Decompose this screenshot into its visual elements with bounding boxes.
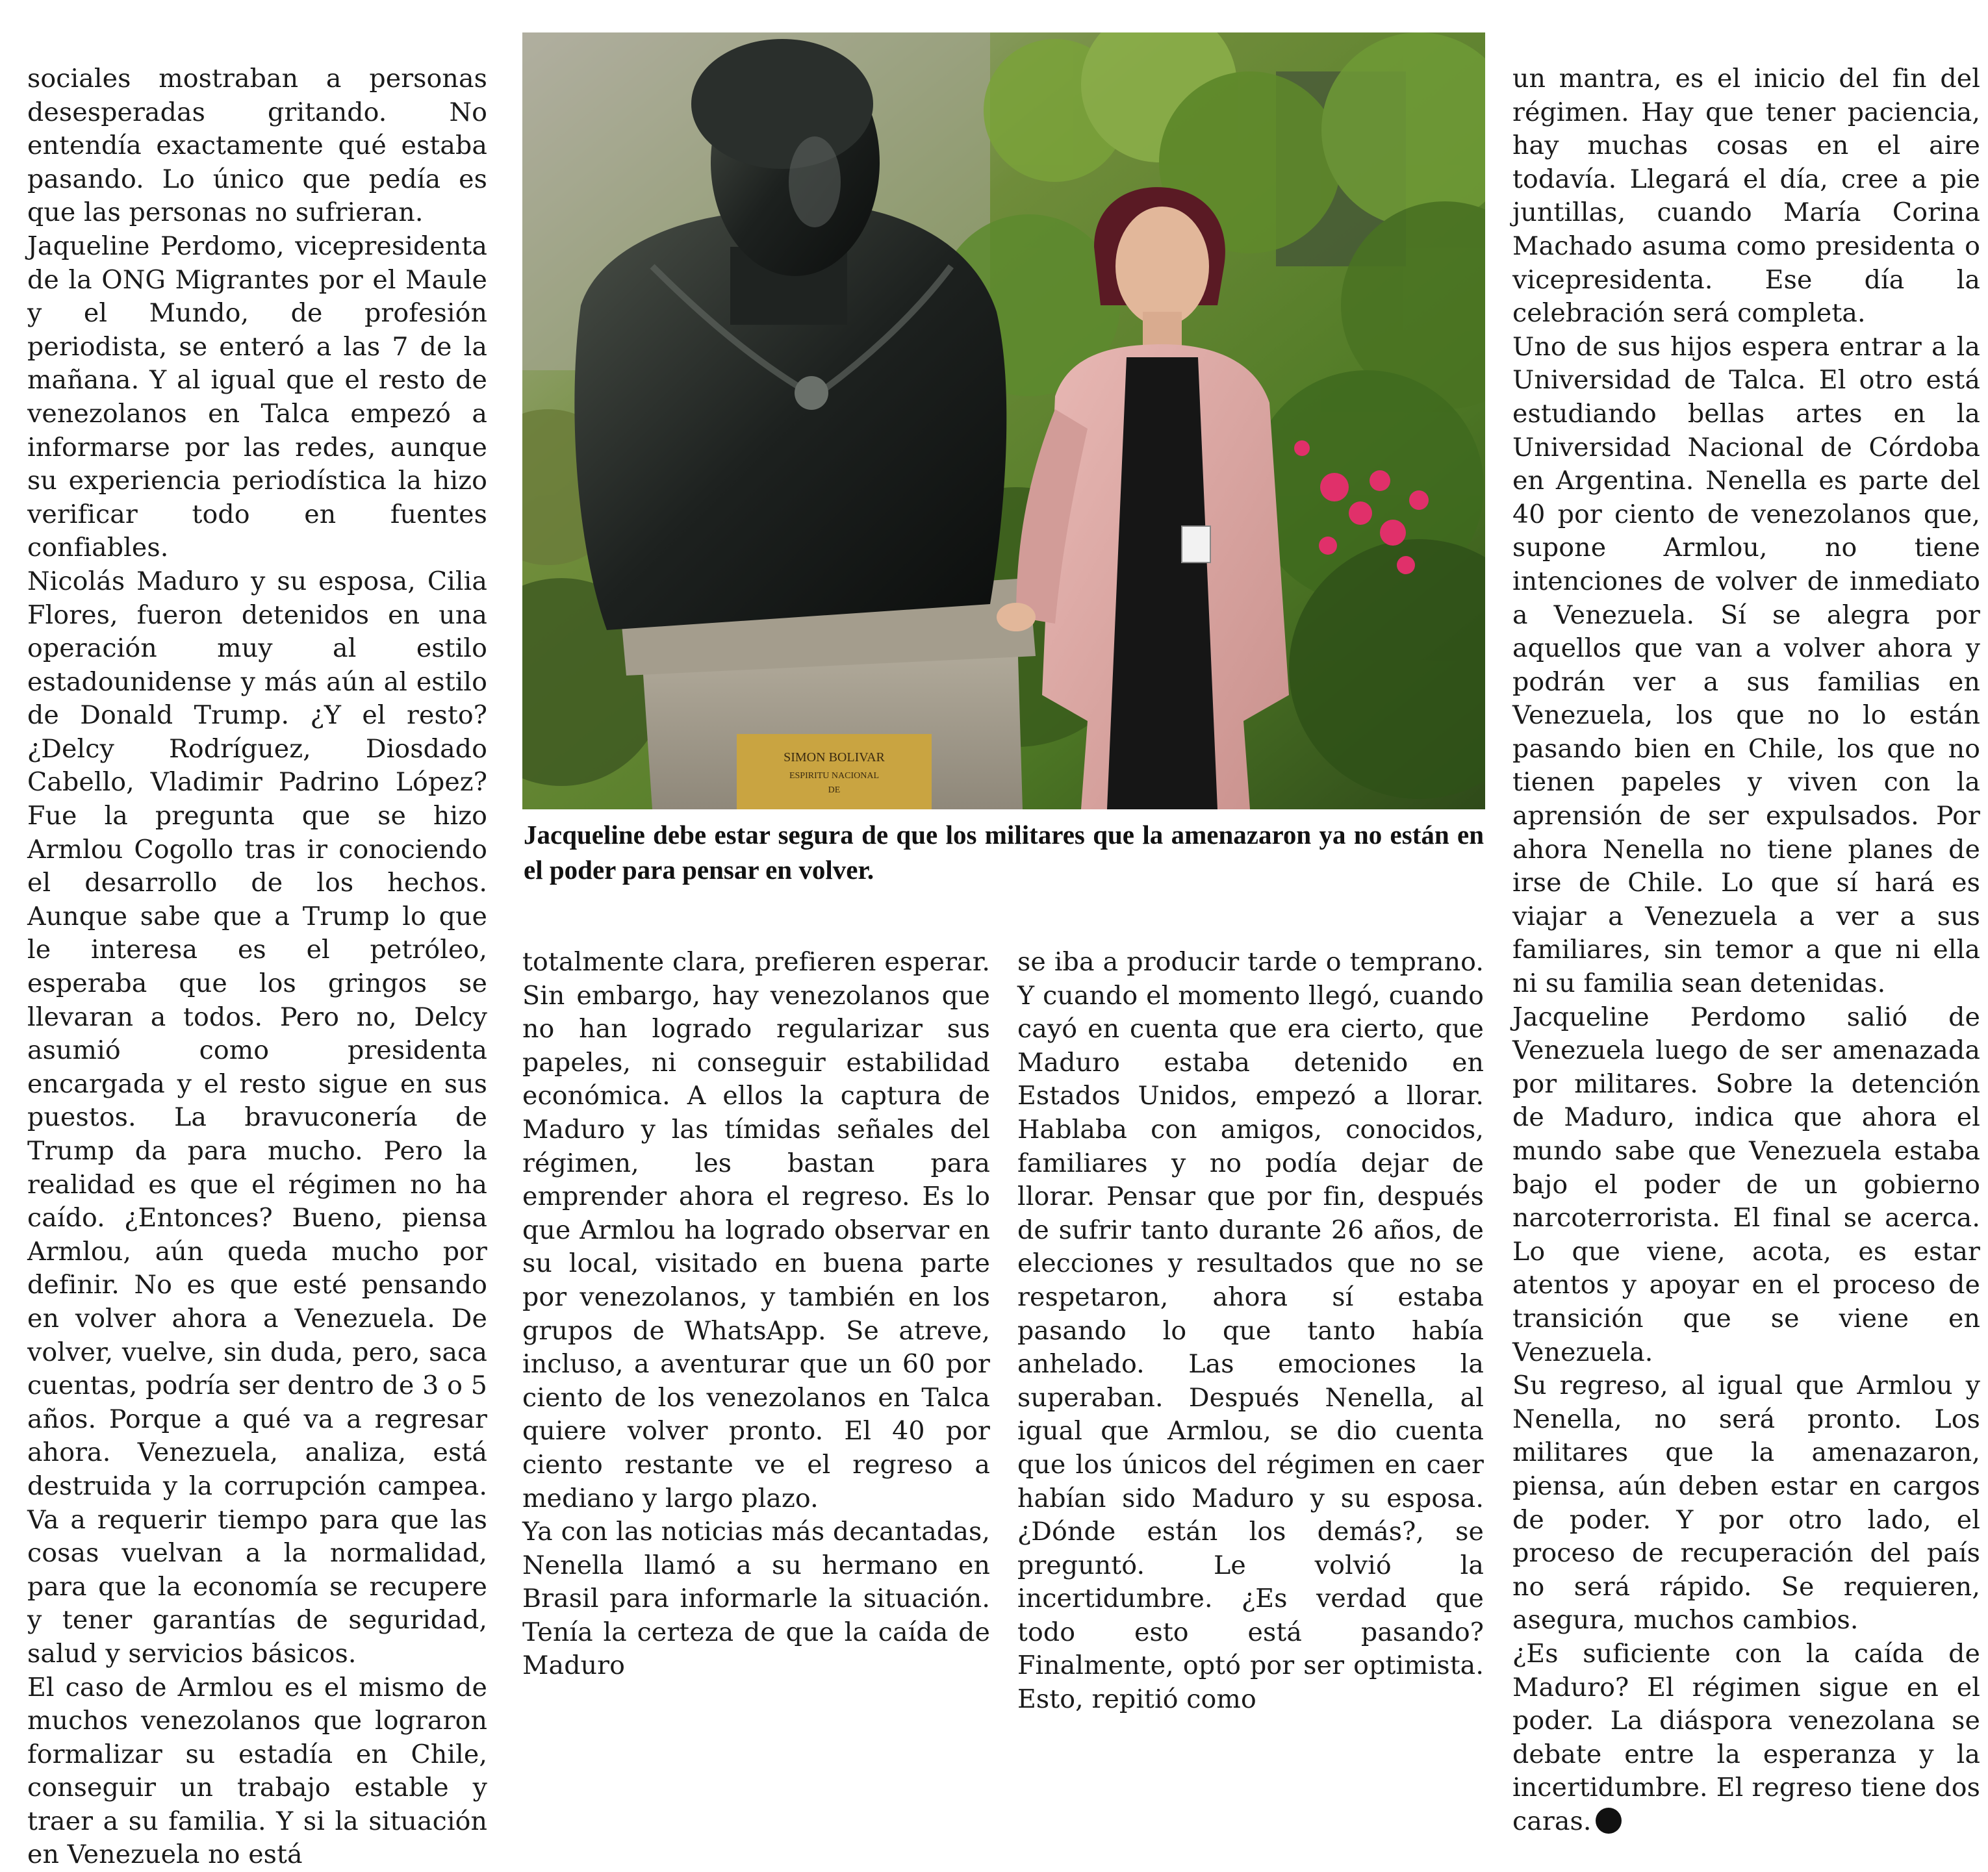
article-column-4 (1512, 62, 1980, 1838)
paragraph: un mantra, es el inicio del fin del régimen. Hay que tener paciencia, hay muchas cosas en el aire todavía. Llegará el día, cree a pie juntillas, cuando María Corina Machado asuma como presidenta o vicepresidenta. Ese día la celebración será completa. (1512, 62, 1980, 331)
article-column-3 (1017, 946, 1484, 1717)
paragraph: totalmente clara, prefieren esperar. Sin embargo, hay venezolanos que no han logrado regularizar sus papeles, ni conseguir estabilidad económica. A ellos la captura de Maduro y las tímidas señales del régimen, les bastan para emprender ahora el regreso. Es lo que Armlou ha logrado observar en su local, visitado en buena parte por venezolanos, y también en los grupos de WhatsApp. Se atreve, incluso, a aventurar que un 60 por ciento de los venezolanos en Talca quiere volver pronto. El 40 por ciento restante ve el regreso a mediano y largo plazo. (522, 946, 990, 1515)
paragraph: Nicolás Maduro y su esposa, Cilia Flores, fueron detenidos en una operación muy al estilo estadounidense y más aún al estilo de Donald Trump. ¿Y el resto? ¿Delcy Rodríguez, Diosdado Cabello, Vladimir Padrino López? Fue la pregunta que se hizo Armlou Cogollo tras ir conociendo el desarrollo de los hechos. Aunque sabe que a Trump lo que le interesa es el petróleo, esperaba que los gringos se llevaran a todos. Pero no, Delcy asumió como presidenta encargada y el resto sigue en sus puestos. La bravuconería de Trump da para mucho. Pero la realidad es que el régimen no ha caído. ¿Entonces? Bueno, piensa Armlou, aún queda mucho por definir. No es que esté pensando en volver ahora a Venezuela. De volver, vuelve, sin duda, pero, saca cuentas, podría ser dentro de 3 o 5 años. Porque a qué va a regresar ahora. Venezuela, analiza, está destruida y la corrupción campea. Va a requerir tiempo para que las cosas vuelvan a la normalidad, para que la economía se recupere y tener garantías de seguridad, salud y servicios básicos. (27, 565, 487, 1671)
paragraph: Ya con las noticias más decantadas, Nenella llamó a su hermano en Brasil para informarle la situación. Tenía la certeza de que la caída de Maduro (522, 1515, 990, 1683)
svg-text:SIMON BOLIVAR: SIMON BOLIVAR (784, 750, 885, 765)
paragraph-text: ¿Es suficiente con la caída de Maduro? El régimen sigue en el poder. La diáspora venezolana se debate entre la esperanza y la incertidumbre. El regreso tiene dos caras. (1512, 1639, 1980, 1836)
article-photo (522, 32, 1485, 809)
paragraph: El caso de Armlou es el mismo de muchos venezolanos que lograron formalizar su estadía en Chile, conseguir un trabajo estable y traer a su familia. Y si la situación en Venezuela no está (27, 1671, 487, 1872)
svg-text:DE: DE (828, 785, 841, 795)
photo-caption: Jacqueline debe estar segura de que los militares que la amenazaron ya no están en el poder para pensar en volver. (524, 817, 1484, 887)
paragraph: Uno de sus hijos espera entrar a la Universidad de Talca. El otro está estudiando bellas artes en la Universidad Nacional de Córdoba en Argentina. Nenella es parte del 40 por ciento de venezolanos que, supone Armlou, no tiene intenciones de volver de inmediato a Venezuela. Sí se alegra por aquellos que van a volver ahora y podrán ver a sus familias en Venezuela, los que no lo están pasando bien en Chile, los que no tienen papeles y viven con la aprensión de ser expulsados. Por ahora Nenella no tiene planes de irse de Chile. Lo que sí hará es viajar a Venezuela a ver a sus familiares, sin temor a que ni ella ni su familia sean detenidas. (1512, 331, 1980, 1001)
paragraph: Jacqueline Perdomo salió de Venezuela luego de ser amenazada por militares. Sobre la detención de Maduro, indica que ahora el mundo sabe que Venezuela estaba bajo el poder de un gobierno narcoterrorista. El final se acerca. Lo que viene, acota, es estar atentos y apoyar en el proceso de transición que se viene en Venezuela. (1512, 1001, 1980, 1370)
paragraph: Su regreso, al igual que Armlou y Nenella, no será pronto. Los militares que la amenazaron, piensa, aún deben estar en cargos de poder. Y por otro lado, el proceso de recuperación del país no será rápido. Se requieren, asegura, muchos cambios. (1512, 1369, 1980, 1638)
paragraph: se iba a producir tarde o temprano. Y cuando el momento llegó, cuando cayó en cuenta que era cierto, que Maduro estaba detenido en Estados Unidos, empezó a llorar. Hablaba con amigos, conocidos, familiares y no podía dejar de llorar. Pensar que por fin, después de sufrir tanto durante 26 años, de elecciones y resultados que no se respetaron, ahora sí estaba pasando lo que tanto había anhelado. Las emociones la superaban. Después Nenella, al igual que Armlou, se dio cuenta que los únicos del régimen en caer habían sido Maduro y su esposa. ¿Dónde están los demás?, se preguntó. Le volvió la incertidumbre. ¿Es verdad que todo esto está pasando? Finalmente, optó por ser optimista. Esto, repitió como (1017, 946, 1484, 1717)
end-of-article-icon (1596, 1808, 1622, 1834)
svg-text:ESPIRITU NACIONAL: ESPIRITU NACIONAL (789, 771, 879, 781)
paragraph: Jaqueline Perdomo, vicepresidenta de la ONG Migrantes por el Maule y el Mundo, de profesión periodista, se enteró a las 7 de la mañana. Y al igual que el resto de venezolanos en Talca empezó a informarse por las redes, aunque su experiencia periodística la hizo verificar todo en fuentes confiables. (27, 230, 487, 565)
article-column-1 (27, 62, 487, 1872)
photo-illustration (522, 32, 1485, 809)
paragraph-last (1512, 1638, 1980, 1839)
article-column-2 (522, 946, 990, 1683)
paragraph: sociales mostraban a personas desesperadas gritando. No entendía exactamente qué estaba pasando. Lo único que pedía es que las personas no sufrieran. (27, 62, 487, 230)
